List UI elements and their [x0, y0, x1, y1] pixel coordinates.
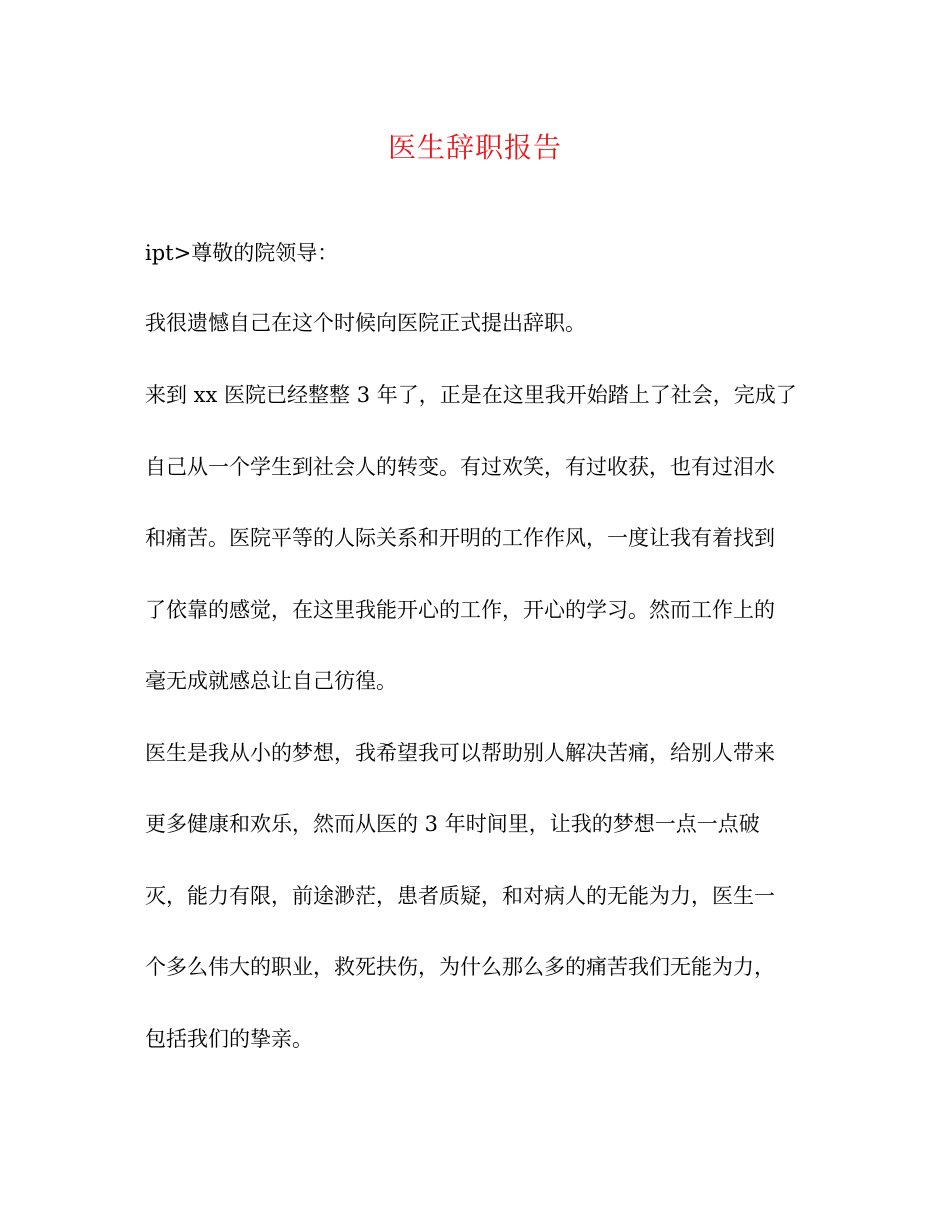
salutation-line: ipt>尊敬的院领导： — [145, 241, 339, 265]
paragraph-line: 个多么伟大的职业，救死扶伤，为什么那么多的痛苦我们无能为力， — [145, 955, 775, 979]
paragraph-line: 灭，能力有限，前途渺茫，患者质疑，和对病人的无能为力，医生一 — [145, 884, 775, 908]
paragraph-line: 来到 xx 医院已经整整 3 年了，正是在这里我开始踏上了社会，完成了 — [145, 383, 797, 407]
paragraph-line: 了依靠的感觉，在这里我能开心的工作，开心的学习。然而工作上的 — [145, 598, 775, 622]
document-title: 医生辞职报告 — [387, 131, 562, 164]
paragraph-line: 包括我们的挚亲。 — [145, 1027, 313, 1051]
paragraph-line: 医生是我从小的梦想，我希望我可以帮助别人解决苦痛，给别人带来 — [145, 741, 775, 765]
paragraph-line: 自己从一个学生到社会人的转变。有过欢笑，有过收获，也有过泪水 — [145, 455, 775, 479]
paragraph-line: 和痛苦。医院平等的人际关系和开明的工作作风，一度让我有着找到 — [145, 526, 775, 550]
paragraph-line: 我很遗憾自己在这个时候向医院正式提出辞职。 — [145, 311, 586, 335]
paragraph-line: 毫无成就感总让自己彷徨。 — [145, 669, 397, 693]
paragraph-line: 更多健康和欢乐，然而从医的 3 年时间里，让我的梦想一点一点破 — [145, 812, 760, 836]
